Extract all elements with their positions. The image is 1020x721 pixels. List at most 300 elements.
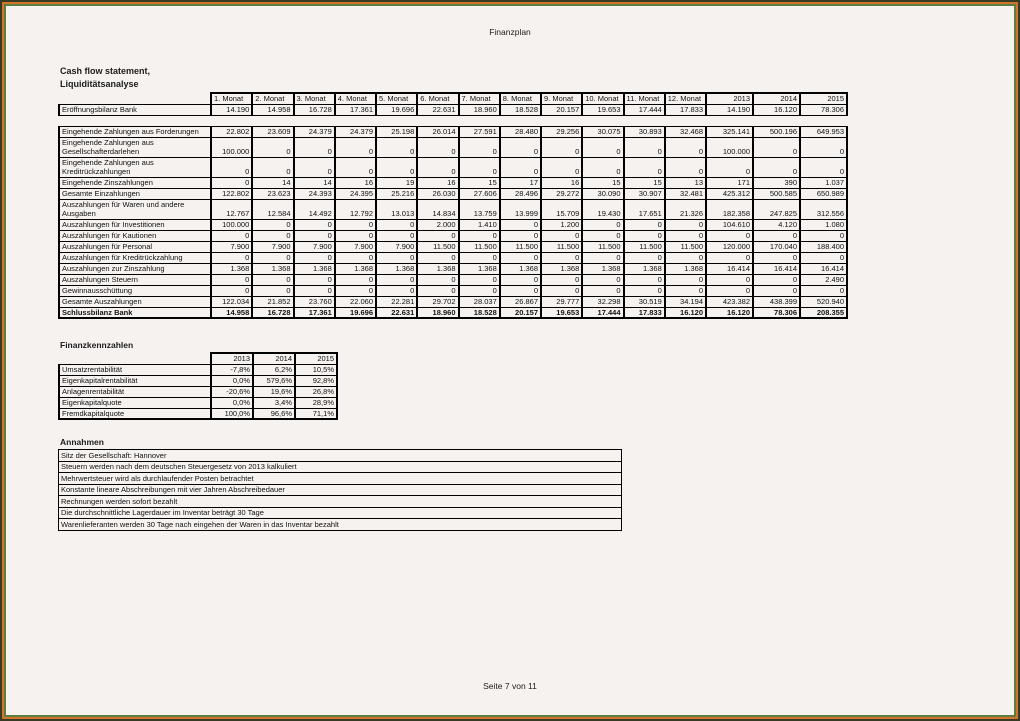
assumption-row (59, 461, 622, 473)
value-cell: 14.190 (706, 104, 753, 115)
column-header: 2. Monat (252, 93, 293, 104)
row-label: Eigenkapitalrentabilität (59, 375, 211, 386)
value-cell: 100.000 (211, 137, 252, 157)
value-cell: 22.631 (417, 104, 458, 115)
assumption-row (59, 507, 622, 519)
value-cell: 2.490 (800, 274, 847, 285)
value-cell: 1.368 (459, 263, 500, 274)
table-row (59, 219, 847, 230)
table-row (59, 397, 337, 408)
value-cell: 96,6% (253, 408, 295, 419)
value-cell: 23.623 (252, 188, 293, 199)
value-cell: 0 (417, 157, 458, 177)
value-cell: 0 (500, 219, 541, 230)
value-cell: 0 (294, 285, 335, 296)
value-cell: 17.361 (294, 307, 335, 318)
value-cell: 13.759 (459, 199, 500, 219)
value-cell: 20.157 (541, 104, 582, 115)
row-label: Auszahlungen für Investitionen (59, 219, 211, 230)
value-cell: 390 (753, 177, 800, 188)
value-cell: 182.358 (706, 199, 753, 219)
value-cell: 0 (252, 157, 293, 177)
value-cell: 0 (294, 252, 335, 263)
value-cell: 19.696 (335, 307, 376, 318)
value-cell: 0 (459, 157, 500, 177)
row-label: Anlagenrentabilität (59, 386, 211, 397)
assumption-text: Die durchschnittliche Lagerdauer im Inventar beträgt 30 Tage (59, 507, 622, 519)
value-cell: 0 (459, 274, 500, 285)
value-cell: 30.907 (624, 188, 665, 199)
value-cell: 425.312 (706, 188, 753, 199)
table-row (59, 157, 847, 177)
value-cell: 325.141 (706, 126, 753, 137)
column-header: 8. Monat (500, 93, 541, 104)
value-cell: 0 (335, 285, 376, 296)
value-cell: 14.958 (252, 104, 293, 115)
table-row (59, 104, 847, 115)
value-cell: 27.606 (459, 188, 500, 199)
value-cell: 0 (624, 157, 665, 177)
value-cell: 26.867 (500, 296, 541, 307)
spacer-row (59, 115, 847, 126)
value-cell: 24.379 (294, 126, 335, 137)
assumption-row (59, 519, 622, 531)
value-cell: 0 (376, 285, 417, 296)
value-cell: 0 (753, 274, 800, 285)
value-cell: 0 (335, 219, 376, 230)
table-row (59, 241, 847, 252)
value-cell: 0 (665, 285, 706, 296)
value-cell: 0 (417, 274, 458, 285)
table-row (59, 126, 847, 137)
value-cell: 171 (706, 177, 753, 188)
value-cell: 0 (706, 274, 753, 285)
value-cell: 15 (582, 177, 623, 188)
value-cell: 28.496 (500, 188, 541, 199)
value-cell: 17 (500, 177, 541, 188)
value-cell: 28,9% (295, 397, 337, 408)
value-cell: 19.653 (541, 307, 582, 318)
value-cell: 100.000 (706, 137, 753, 157)
value-cell: 0 (624, 230, 665, 241)
value-cell: 423.382 (706, 296, 753, 307)
kennzahlen-title: Finanzkennzahlen (60, 340, 134, 350)
value-cell: 7.900 (252, 241, 293, 252)
value-cell: 0 (252, 274, 293, 285)
value-cell: 19,6% (253, 386, 295, 397)
value-cell: 1.200 (541, 219, 582, 230)
value-cell: 13.999 (500, 199, 541, 219)
value-cell: 0 (376, 274, 417, 285)
value-cell: 10,5% (295, 364, 337, 375)
value-cell: 0 (376, 230, 417, 241)
corner-cell (59, 93, 211, 104)
row-label: Fremdkapitalquote (59, 408, 211, 419)
value-cell: 0 (211, 274, 252, 285)
value-cell: 0 (211, 177, 252, 188)
value-cell: 170.040 (753, 241, 800, 252)
value-cell: 0 (582, 137, 623, 157)
column-header: 5. Monat (376, 93, 417, 104)
table-row (59, 188, 847, 199)
value-cell: 0 (417, 252, 458, 263)
annahmen-title: Annahmen (60, 437, 104, 447)
column-header: 1. Monat (211, 93, 252, 104)
value-cell: 0 (459, 285, 500, 296)
value-cell: 25.198 (376, 126, 417, 137)
value-cell: 0 (753, 230, 800, 241)
value-cell: 19 (376, 177, 417, 188)
value-cell: 22.060 (335, 296, 376, 307)
value-cell: 0 (753, 252, 800, 263)
row-label: Eingehende Zahlungen aus Forderungen (59, 126, 211, 137)
value-cell: 16.120 (706, 307, 753, 318)
value-cell: 29.777 (541, 296, 582, 307)
value-cell: 1.368 (417, 263, 458, 274)
value-cell: 0 (541, 157, 582, 177)
column-header: 7. Monat (459, 93, 500, 104)
column-header: 2015 (295, 353, 337, 364)
value-cell: 0 (541, 230, 582, 241)
column-header: 2013 (211, 353, 253, 364)
value-cell: 11.500 (417, 241, 458, 252)
value-cell: 100.000 (211, 219, 252, 230)
value-cell: 14.190 (211, 104, 252, 115)
value-cell: 14 (294, 177, 335, 188)
value-cell: 78.306 (753, 307, 800, 318)
value-cell: 26.030 (417, 188, 458, 199)
value-cell: 29.272 (541, 188, 582, 199)
value-cell: 0 (582, 230, 623, 241)
value-cell: 0 (582, 285, 623, 296)
value-cell: 0 (335, 252, 376, 263)
assumption-text: Rechnungen werden sofort bezahlt (59, 496, 622, 508)
column-header: 10. Monat (582, 93, 623, 104)
value-cell: 71,1% (295, 408, 337, 419)
value-cell: 188.400 (800, 241, 847, 252)
value-cell: 13 (665, 177, 706, 188)
value-cell: 0 (541, 274, 582, 285)
value-cell: 15 (624, 177, 665, 188)
value-cell: 16.728 (294, 104, 335, 115)
value-cell: 0 (417, 137, 458, 157)
value-cell: 120.000 (706, 241, 753, 252)
value-cell: 1.368 (665, 263, 706, 274)
value-cell: 0 (459, 252, 500, 263)
row-label: Eingehende Zahlungen aus Gesellschafterdarlehen (59, 137, 211, 157)
value-cell: 0 (800, 137, 847, 157)
value-cell: 1.368 (500, 263, 541, 274)
value-cell: 16.414 (800, 263, 847, 274)
table-row (59, 375, 337, 386)
value-cell: 0 (706, 285, 753, 296)
value-cell: 104.610 (706, 219, 753, 230)
value-cell: 0 (252, 219, 293, 230)
value-cell: 1.368 (211, 263, 252, 274)
value-cell: 17.651 (624, 199, 665, 219)
value-cell: 1.368 (294, 263, 335, 274)
value-cell: 17.833 (665, 104, 706, 115)
value-cell: -20,6% (211, 386, 253, 397)
value-cell: 0 (335, 157, 376, 177)
table-row (59, 177, 847, 188)
value-cell: 11.500 (665, 241, 706, 252)
value-cell: 7.900 (294, 241, 335, 252)
value-cell: 7.900 (376, 241, 417, 252)
table-row (59, 230, 847, 241)
table-row (59, 285, 847, 296)
value-cell: 0 (294, 137, 335, 157)
value-cell: 3,4% (253, 397, 295, 408)
value-cell: 0 (294, 274, 335, 285)
value-cell: 30.893 (624, 126, 665, 137)
value-cell: 0,0% (211, 375, 253, 386)
value-cell: 0 (376, 252, 417, 263)
value-cell: 15.709 (541, 199, 582, 219)
value-cell: 1.368 (252, 263, 293, 274)
value-cell: 24.393 (294, 188, 335, 199)
assumption-row (59, 473, 622, 485)
value-cell: 12.767 (211, 199, 252, 219)
value-cell: 500.585 (753, 188, 800, 199)
value-cell: 22.631 (376, 307, 417, 318)
value-cell: 0 (211, 157, 252, 177)
value-cell: 14 (252, 177, 293, 188)
value-cell: 18.960 (459, 104, 500, 115)
table-row (59, 199, 847, 219)
value-cell: 29.256 (541, 126, 582, 137)
value-cell: 0 (335, 230, 376, 241)
column-header: 3. Monat (294, 93, 335, 104)
row-label: Gewinnausschüttung (59, 285, 211, 296)
value-cell: 22.802 (211, 126, 252, 137)
value-cell: 0 (500, 230, 541, 241)
row-label: Auszahlungen für Kautionen (59, 230, 211, 241)
value-cell: 0 (459, 230, 500, 241)
value-cell: 2.000 (417, 219, 458, 230)
value-cell: 500.196 (753, 126, 800, 137)
value-cell: 1.037 (800, 177, 847, 188)
assumption-text: Warenlieferanten werden 30 Tage nach eingehen der Waren in das Inventar bezahlt (59, 519, 622, 531)
value-cell: 1.410 (459, 219, 500, 230)
value-cell: 0 (500, 285, 541, 296)
value-cell: 0 (252, 285, 293, 296)
page-number-footer: Seite 7 von 11 (483, 681, 537, 691)
value-cell: 17.444 (624, 104, 665, 115)
value-cell: 16.414 (706, 263, 753, 274)
value-cell: 0 (800, 230, 847, 241)
value-cell: 25.216 (376, 188, 417, 199)
value-cell: 122.034 (211, 296, 252, 307)
value-cell: 0 (294, 157, 335, 177)
value-cell: 312.556 (800, 199, 847, 219)
value-cell: 21.326 (665, 199, 706, 219)
column-header: 2013 (706, 93, 753, 104)
value-cell: 1.368 (376, 263, 417, 274)
value-cell: 100,0% (211, 408, 253, 419)
table-row (59, 307, 847, 318)
row-label: Auszahlungen für Personal (59, 241, 211, 252)
value-cell: 0 (376, 157, 417, 177)
value-cell: 520.940 (800, 296, 847, 307)
value-cell: 24.395 (335, 188, 376, 199)
value-cell: 26,8% (295, 386, 337, 397)
value-cell: 0 (706, 230, 753, 241)
value-cell: 0,0% (211, 397, 253, 408)
table-row (59, 263, 847, 274)
value-cell: 0 (800, 157, 847, 177)
column-header: 12. Monat (665, 93, 706, 104)
assumption-row (59, 496, 622, 508)
value-cell: 18.528 (459, 307, 500, 318)
value-cell: 0 (417, 230, 458, 241)
value-cell: 12.584 (252, 199, 293, 219)
value-cell: 0 (252, 137, 293, 157)
table-row (59, 408, 337, 419)
value-cell: 438.399 (753, 296, 800, 307)
corner-cell (59, 353, 211, 364)
row-label: Auszahlungen für Kreditrückzahlung (59, 252, 211, 263)
table-row (59, 252, 847, 263)
value-cell: 7.900 (211, 241, 252, 252)
value-cell: 16.120 (665, 307, 706, 318)
value-cell: 11.500 (624, 241, 665, 252)
column-header: 2014 (253, 353, 295, 364)
assumption-text: Mehrwertsteuer wird als durchlaufender Posten betrachtet (59, 473, 622, 485)
row-label: Eigenkapitalquote (59, 397, 211, 408)
value-cell: 4.120 (753, 219, 800, 230)
value-cell: 78.306 (800, 104, 847, 115)
value-cell: 18.528 (500, 104, 541, 115)
value-cell: 24.379 (335, 126, 376, 137)
column-header: 11. Monat (624, 93, 665, 104)
value-cell: 0 (753, 157, 800, 177)
table-row (59, 364, 337, 375)
value-cell: 0 (211, 230, 252, 241)
table-row (59, 296, 847, 307)
table-row (59, 137, 847, 157)
row-label: Gesamte Auszahlungen (59, 296, 211, 307)
value-cell: 11.500 (459, 241, 500, 252)
value-cell: 1.080 (800, 219, 847, 230)
document-header-title: Finanzplan (489, 27, 531, 37)
value-cell: 0 (624, 252, 665, 263)
value-cell: 0 (753, 285, 800, 296)
value-cell: 32.468 (665, 126, 706, 137)
row-label: Eingehende Zahlungen aus Kreditrückzahlungen (59, 157, 211, 177)
value-cell: 0 (624, 274, 665, 285)
assumption-row (59, 484, 622, 496)
value-cell: 16.414 (753, 263, 800, 274)
value-cell: 1.368 (335, 263, 376, 274)
value-cell: 0 (582, 219, 623, 230)
value-cell: 7.900 (335, 241, 376, 252)
value-cell: 0 (376, 219, 417, 230)
row-label: Eröffnungsbilanz Bank (59, 104, 211, 115)
value-cell: 0 (665, 137, 706, 157)
value-cell: 0 (459, 137, 500, 157)
value-cell: 579,6% (253, 375, 295, 386)
cashflow-title-line2: Liquiditätsanalyse (60, 79, 139, 89)
cashflow-table (58, 92, 848, 319)
value-cell: 30.075 (582, 126, 623, 137)
column-header: 6. Monat (417, 93, 458, 104)
value-cell: 0 (211, 285, 252, 296)
value-cell: 11.500 (582, 241, 623, 252)
value-cell: 0 (582, 252, 623, 263)
value-cell: 208.355 (800, 307, 847, 318)
value-cell: 26.014 (417, 126, 458, 137)
value-cell: 649.953 (800, 126, 847, 137)
value-cell: 0 (665, 230, 706, 241)
value-cell: 28.480 (500, 126, 541, 137)
value-cell: 34.194 (665, 296, 706, 307)
value-cell: 0 (582, 274, 623, 285)
value-cell: 22.281 (376, 296, 417, 307)
kennzahlen-table (58, 352, 338, 420)
value-cell: 0 (800, 285, 847, 296)
value-cell: 17.361 (335, 104, 376, 115)
value-cell: 0 (800, 252, 847, 263)
value-cell: 0 (753, 137, 800, 157)
value-cell: 0 (665, 274, 706, 285)
cashflow-title-line1: Cash flow statement, (60, 66, 151, 76)
assumption-text: Sitz der Gesellschaft: Hannover (59, 450, 622, 462)
value-cell: -7,8% (211, 364, 253, 375)
value-cell: 32.481 (665, 188, 706, 199)
value-cell: 0 (500, 252, 541, 263)
value-cell: 27.591 (459, 126, 500, 137)
value-cell: 14.834 (417, 199, 458, 219)
row-label: Auszahlungen zur Zinszahlung (59, 263, 211, 274)
value-cell: 6,2% (253, 364, 295, 375)
column-header: 4. Monat (335, 93, 376, 104)
value-cell: 16 (541, 177, 582, 188)
row-label: Auszahlungen Steuern (59, 274, 211, 285)
value-cell: 14.958 (211, 307, 252, 318)
row-label: Gesamte Einzahlungen (59, 188, 211, 199)
assumption-row (59, 450, 622, 462)
value-cell: 16 (417, 177, 458, 188)
value-cell: 17.833 (624, 307, 665, 318)
value-cell: 1.368 (541, 263, 582, 274)
value-cell: 15 (459, 177, 500, 188)
value-cell: 0 (624, 219, 665, 230)
value-cell: 12.792 (335, 199, 376, 219)
value-cell: 30.090 (582, 188, 623, 199)
value-cell: 1.368 (582, 263, 623, 274)
table-row (59, 386, 337, 397)
column-header: 2014 (753, 93, 800, 104)
value-cell: 0 (500, 157, 541, 177)
row-label: Eingehende Zinszahlungen (59, 177, 211, 188)
value-cell: 0 (417, 285, 458, 296)
value-cell: 0 (541, 285, 582, 296)
column-header: 2015 (800, 93, 847, 104)
value-cell: 16.120 (753, 104, 800, 115)
value-cell: 0 (624, 285, 665, 296)
value-cell: 0 (500, 137, 541, 157)
value-cell: 16 (335, 177, 376, 188)
value-cell: 17.444 (582, 307, 623, 318)
value-cell: 0 (665, 157, 706, 177)
value-cell: 0 (252, 252, 293, 263)
value-cell: 19.696 (376, 104, 417, 115)
value-cell: 0 (541, 252, 582, 263)
value-cell: 0 (706, 157, 753, 177)
value-cell: 28.037 (459, 296, 500, 307)
value-cell: 29.702 (417, 296, 458, 307)
